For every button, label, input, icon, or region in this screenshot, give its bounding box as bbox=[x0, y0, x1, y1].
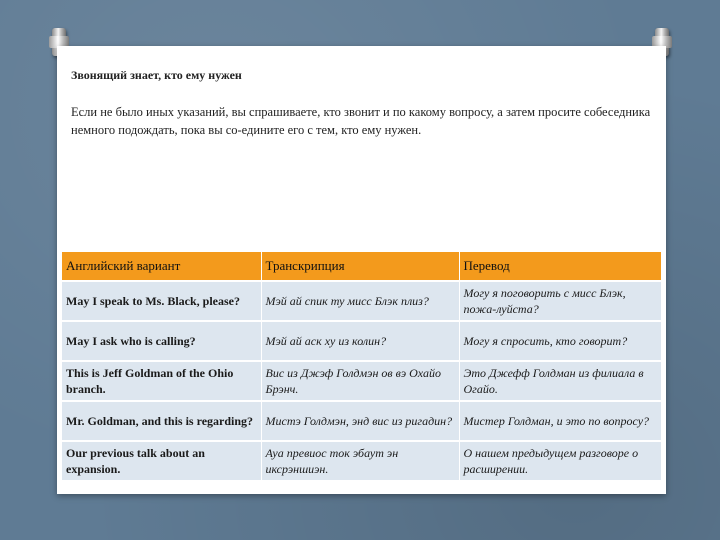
header-translation: Перевод bbox=[459, 252, 661, 281]
table-row bbox=[62, 401, 661, 441]
cell-english: Mr. Goldman, and this is regarding? bbox=[62, 401, 261, 441]
cell-transcription: Мэй ай спик ту мисс Блэк плиз? bbox=[261, 281, 459, 321]
cell-transcription: Мэй ай аск ху из колин? bbox=[261, 321, 459, 361]
cell-english: Our previous talk about an expansion. bbox=[62, 441, 261, 480]
cell-english: May I ask who is calling? bbox=[62, 321, 261, 361]
cell-transcription: Ауа превиос ток эбаут эн иксрэншиэн. bbox=[261, 441, 459, 480]
cell-translation: Могу я поговорить с мисс Блэк, пожа-луйста? bbox=[459, 281, 661, 321]
cell-translation: Мистер Голдман, и это по вопросу? bbox=[459, 401, 661, 441]
table-header-row bbox=[62, 252, 661, 281]
table-row bbox=[62, 361, 661, 401]
intro-paragraph: Если не было иных указаний, вы спрашиваете, кто звонит и по какому вопросу, а затем просите собеседника немного подождать, пока вы со-едините его с тем, кто ему нужен. bbox=[71, 105, 651, 137]
table-row bbox=[62, 321, 661, 361]
slide-paper bbox=[57, 46, 666, 494]
header-english: Английский вариант bbox=[62, 252, 261, 281]
table-row bbox=[62, 281, 661, 321]
cell-transcription: Вис из Джэф Голдмэн ов вэ Охайо Брэнч. bbox=[261, 361, 459, 401]
table-row bbox=[62, 441, 661, 480]
cell-translation: Могу я спросить, кто говорит? bbox=[459, 321, 661, 361]
cell-translation: О нашем предыдущем разговоре о расширении. bbox=[459, 441, 661, 480]
cell-translation: Это Джефф Голдман из филиала в Огайо. bbox=[459, 361, 661, 401]
header-transcription: Транскрипция bbox=[261, 252, 459, 281]
cell-english: This is Jeff Goldman of the Ohio branch. bbox=[62, 361, 261, 401]
slide-title: Звонящий знает, кто ему нужен bbox=[71, 68, 242, 82]
cell-transcription: Мистэ Голдмэн, энд вис из ригадин? bbox=[261, 401, 459, 441]
phrases-table bbox=[62, 252, 662, 480]
cell-english: May I speak to Ms. Black, please? bbox=[62, 281, 261, 321]
